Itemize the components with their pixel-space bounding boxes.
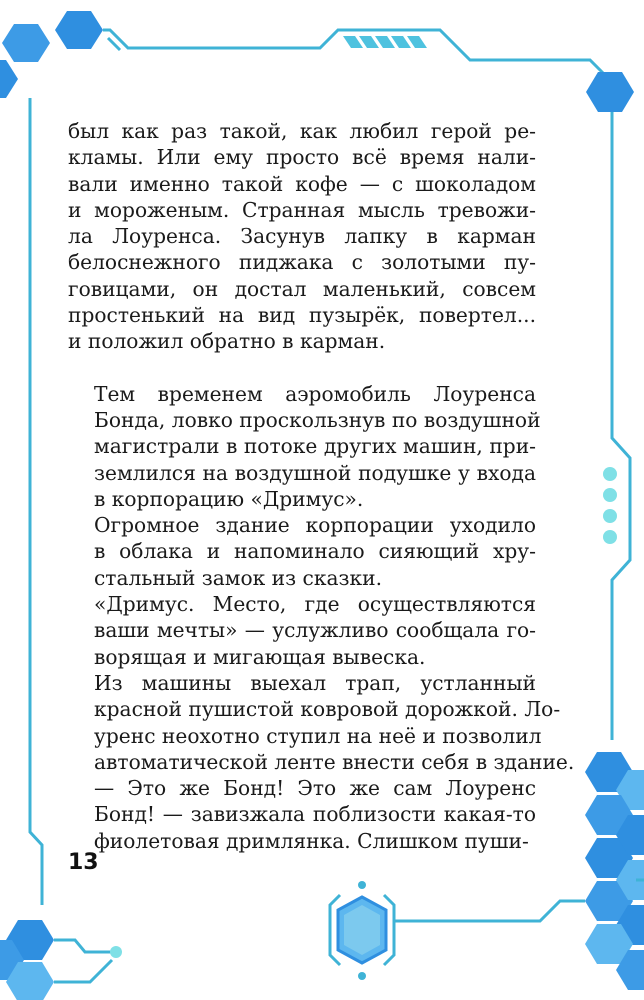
text-line: фиолетовая дримлянка. Слишком пуши- — [94, 828, 529, 853]
text-line: простенький на вид пузырёк, повертел... — [68, 303, 536, 328]
bottom-left-dot — [110, 946, 122, 958]
text-line: Тем временем аэромобиль Лоуренса — [94, 381, 536, 406]
text-line: автоматической ленте внести себя в здание. — [94, 749, 575, 774]
bottom-right-hexagons — [585, 752, 644, 990]
text-line: Из машины выехал трап, устланный — [94, 670, 536, 695]
text-line: магистрали в потоке других машин, при- — [94, 434, 536, 459]
text-line: кламы. Или ему просто всё время нали- — [68, 145, 536, 170]
text-line: Огромное здание корпорации уходило — [94, 513, 536, 538]
text-line: «Дримус. Место, где осуществляются — [94, 592, 536, 617]
paragraph — [68, 118, 536, 355]
text-line: уренс неохотно ступил на неё и позволил — [94, 723, 542, 748]
paragraph — [68, 591, 536, 670]
text-line: вали именно такой кофе — с шоколадом — [68, 171, 536, 196]
bottom-left-hexagons — [0, 920, 54, 1000]
bottom-left-lines — [54, 940, 112, 982]
text-line: ла Лоуренса. Засунув лапку в карман — [68, 224, 536, 249]
text-line: Бонда, ловко проскользнув по воздушной — [94, 407, 541, 432]
text-line: в корпорацию «Дримус». — [94, 486, 364, 511]
page-text — [68, 118, 575, 854]
paragraph — [68, 381, 541, 512]
right-dots — [603, 467, 617, 544]
text-line: говицами, он достал маленький, совсем — [68, 276, 536, 301]
text-line: и положил обратно в карман. — [68, 329, 386, 354]
top-right-hexagon — [586, 72, 634, 112]
paragraph — [68, 775, 536, 854]
text-line: ваши мечты» — услужливо сообщала го- — [94, 618, 536, 643]
text-line: — Это же Бонд! Это же сам Лоуренс — [94, 776, 536, 801]
text-line: белоснежного пиджака с золотыми пу- — [68, 250, 536, 275]
text-line: красной пушистой ковровой дорожкой. Ло- — [94, 697, 561, 722]
text-line: Бонд! — завизжала поблизости какая-то — [94, 802, 536, 827]
text-line: землился на воздушной подушке у входа — [94, 460, 536, 485]
page-number: 13 — [68, 850, 99, 875]
text-line: и мороженым. Странная мысль тревожи- — [68, 197, 536, 222]
bottom-center-emblem — [330, 881, 394, 980]
text-line: был как раз такой, как любил герой ре- — [68, 119, 536, 143]
top-left-hexagons — [0, 11, 103, 98]
text-line: ворящая и мигающая вывеска. — [94, 644, 426, 669]
text-line: стальный замок из сказки. — [94, 565, 382, 590]
text-line: в облака и напоминало сияющий хру- — [94, 539, 536, 564]
paragraph — [68, 512, 536, 591]
paragraph — [68, 670, 575, 775]
top-stripe-pattern — [343, 36, 427, 48]
